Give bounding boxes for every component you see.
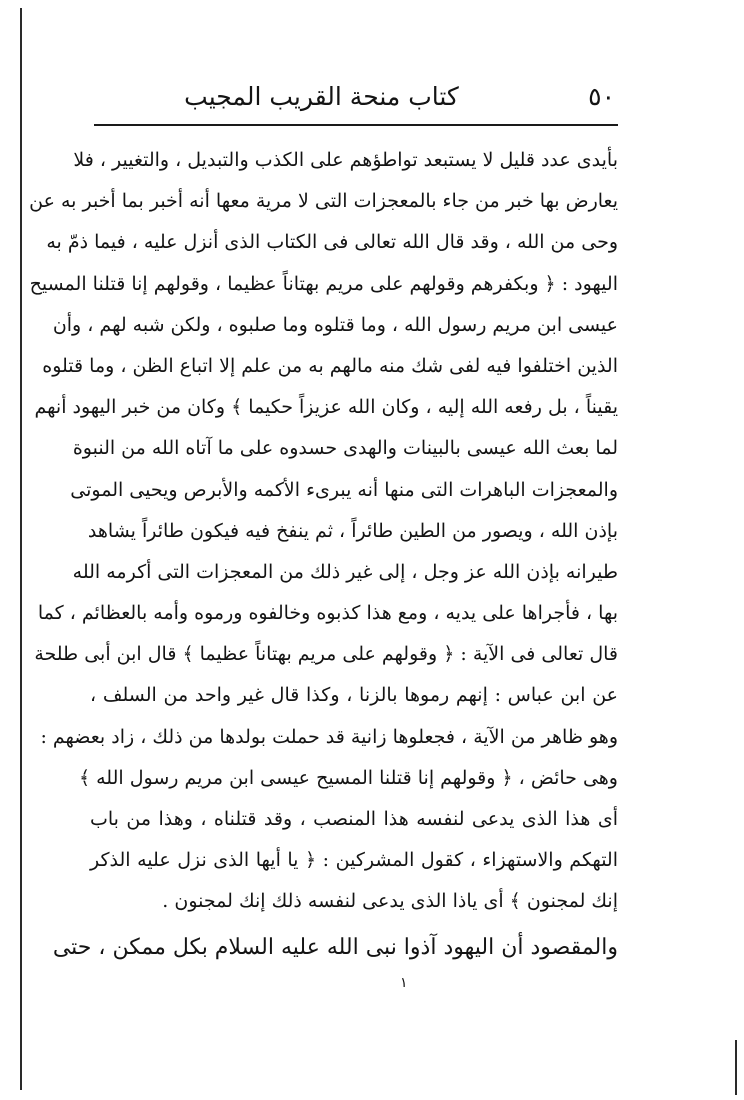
page-edge-mark xyxy=(735,1040,737,1095)
text-line: التهكم والاستهزاء ، كقول المشركين : ﴿ يا أيها الذى نزل عليه الذكر xyxy=(90,849,618,872)
text-line: وهى حائض ، ﴿ وقولهم إنا قتلنا المسيح عيسى ابن مريم رسول الله ﴾ xyxy=(78,766,618,789)
text-line: الذين اختلفوا فيه لفى شك منه مالهم به من علم إلا اتباع الظن ، وما قتلوه xyxy=(42,354,618,377)
text-line: يقيناً ، بل رفعه الله إليه ، وكان الله عزيزاً حكيما ﴾ وكان من خبر اليهود أنهم xyxy=(34,396,618,419)
body-text xyxy=(29,140,618,968)
running-title: كتاب منحة القريب المجيب xyxy=(184,82,459,111)
text-line: وهو ظاهر من الآية ، فجعلوها زانية قد حملت بولدها من ذلك ، زاد بعضهم : xyxy=(40,725,618,748)
text-line: بها ، فأجراها على يديه ، ومع هذا كذبوه وخالفوه ورموه وأمه بالعظائم ، كما xyxy=(37,602,618,625)
text-line: والمعجزات الباهرات التى منها أنه يبرىء الأكمه والأبرص ويحيى الموتى xyxy=(70,478,618,501)
text-line: عن ابن عباس : إنهم رموها بالزنا ، وكذا قال غير واحد من السلف ، xyxy=(90,684,618,707)
text-line: لما بعث الله عيسى بالبينات والهدى حسدوه على ما آتاه الله من النبوة xyxy=(72,437,618,460)
text-line: قال تعالى فى الآية : ﴿ وقولهم على مريم بهتاناً عظيما ﴾ قال ابن أبى طلحة xyxy=(34,643,618,666)
text-line: بإذن الله ، ويصور من الطين طائراً ، ثم ينفخ فيه فيكون طائراً يشاهد xyxy=(87,519,618,542)
text-line: إنك لمجنون ﴾ أى ياذا الذى يدعى لنفسه ذلك إنك لمجنون . xyxy=(162,890,618,913)
page-number: ٥٠ xyxy=(588,82,615,111)
header-divider xyxy=(94,124,618,126)
text-line: وحى من الله ، وقد قال الله تعالى فى الكتاب الذى أنزل عليه ، فيما ذمّ به xyxy=(46,231,618,254)
paragraph-start-line: والمقصود أن اليهود آذوا نبى الله عليه السلام بكل ممكن ، حتى xyxy=(52,934,618,960)
page-edge-rule xyxy=(20,8,22,1090)
footnote-mark: ١ xyxy=(400,975,408,991)
text-line: أى هذا الذى يدعى لنفسه هذا المنصب ، وقد قتلناه ، وهذا من باب xyxy=(90,808,618,830)
page-header xyxy=(88,82,615,116)
text-line: عيسى ابن مريم رسول الله ، وما قتلوه وما صلبوه ، ولكن شبه لهم ، وأن xyxy=(52,313,618,336)
text-line: يعارض بها خبر من جاء بالمعجزات التى لا مرية معها أنه أخبر بما أخبر به عن xyxy=(29,190,618,213)
text-line: اليهود : ﴿ وبكفرهم وقولهم على مريم بهتاناً عظيما ، وقولهم إنا قتلنا المسيح xyxy=(29,272,618,295)
text-line: بأيدى عدد قليل لا يستبعد تواطؤهم على الكذب والتبديل ، والتغيير ، فلا xyxy=(73,149,618,171)
text-line: طيرانه بإذن الله عز وجل ، إلى غير ذلك من المعجزات التى أكرمه الله xyxy=(72,560,618,583)
